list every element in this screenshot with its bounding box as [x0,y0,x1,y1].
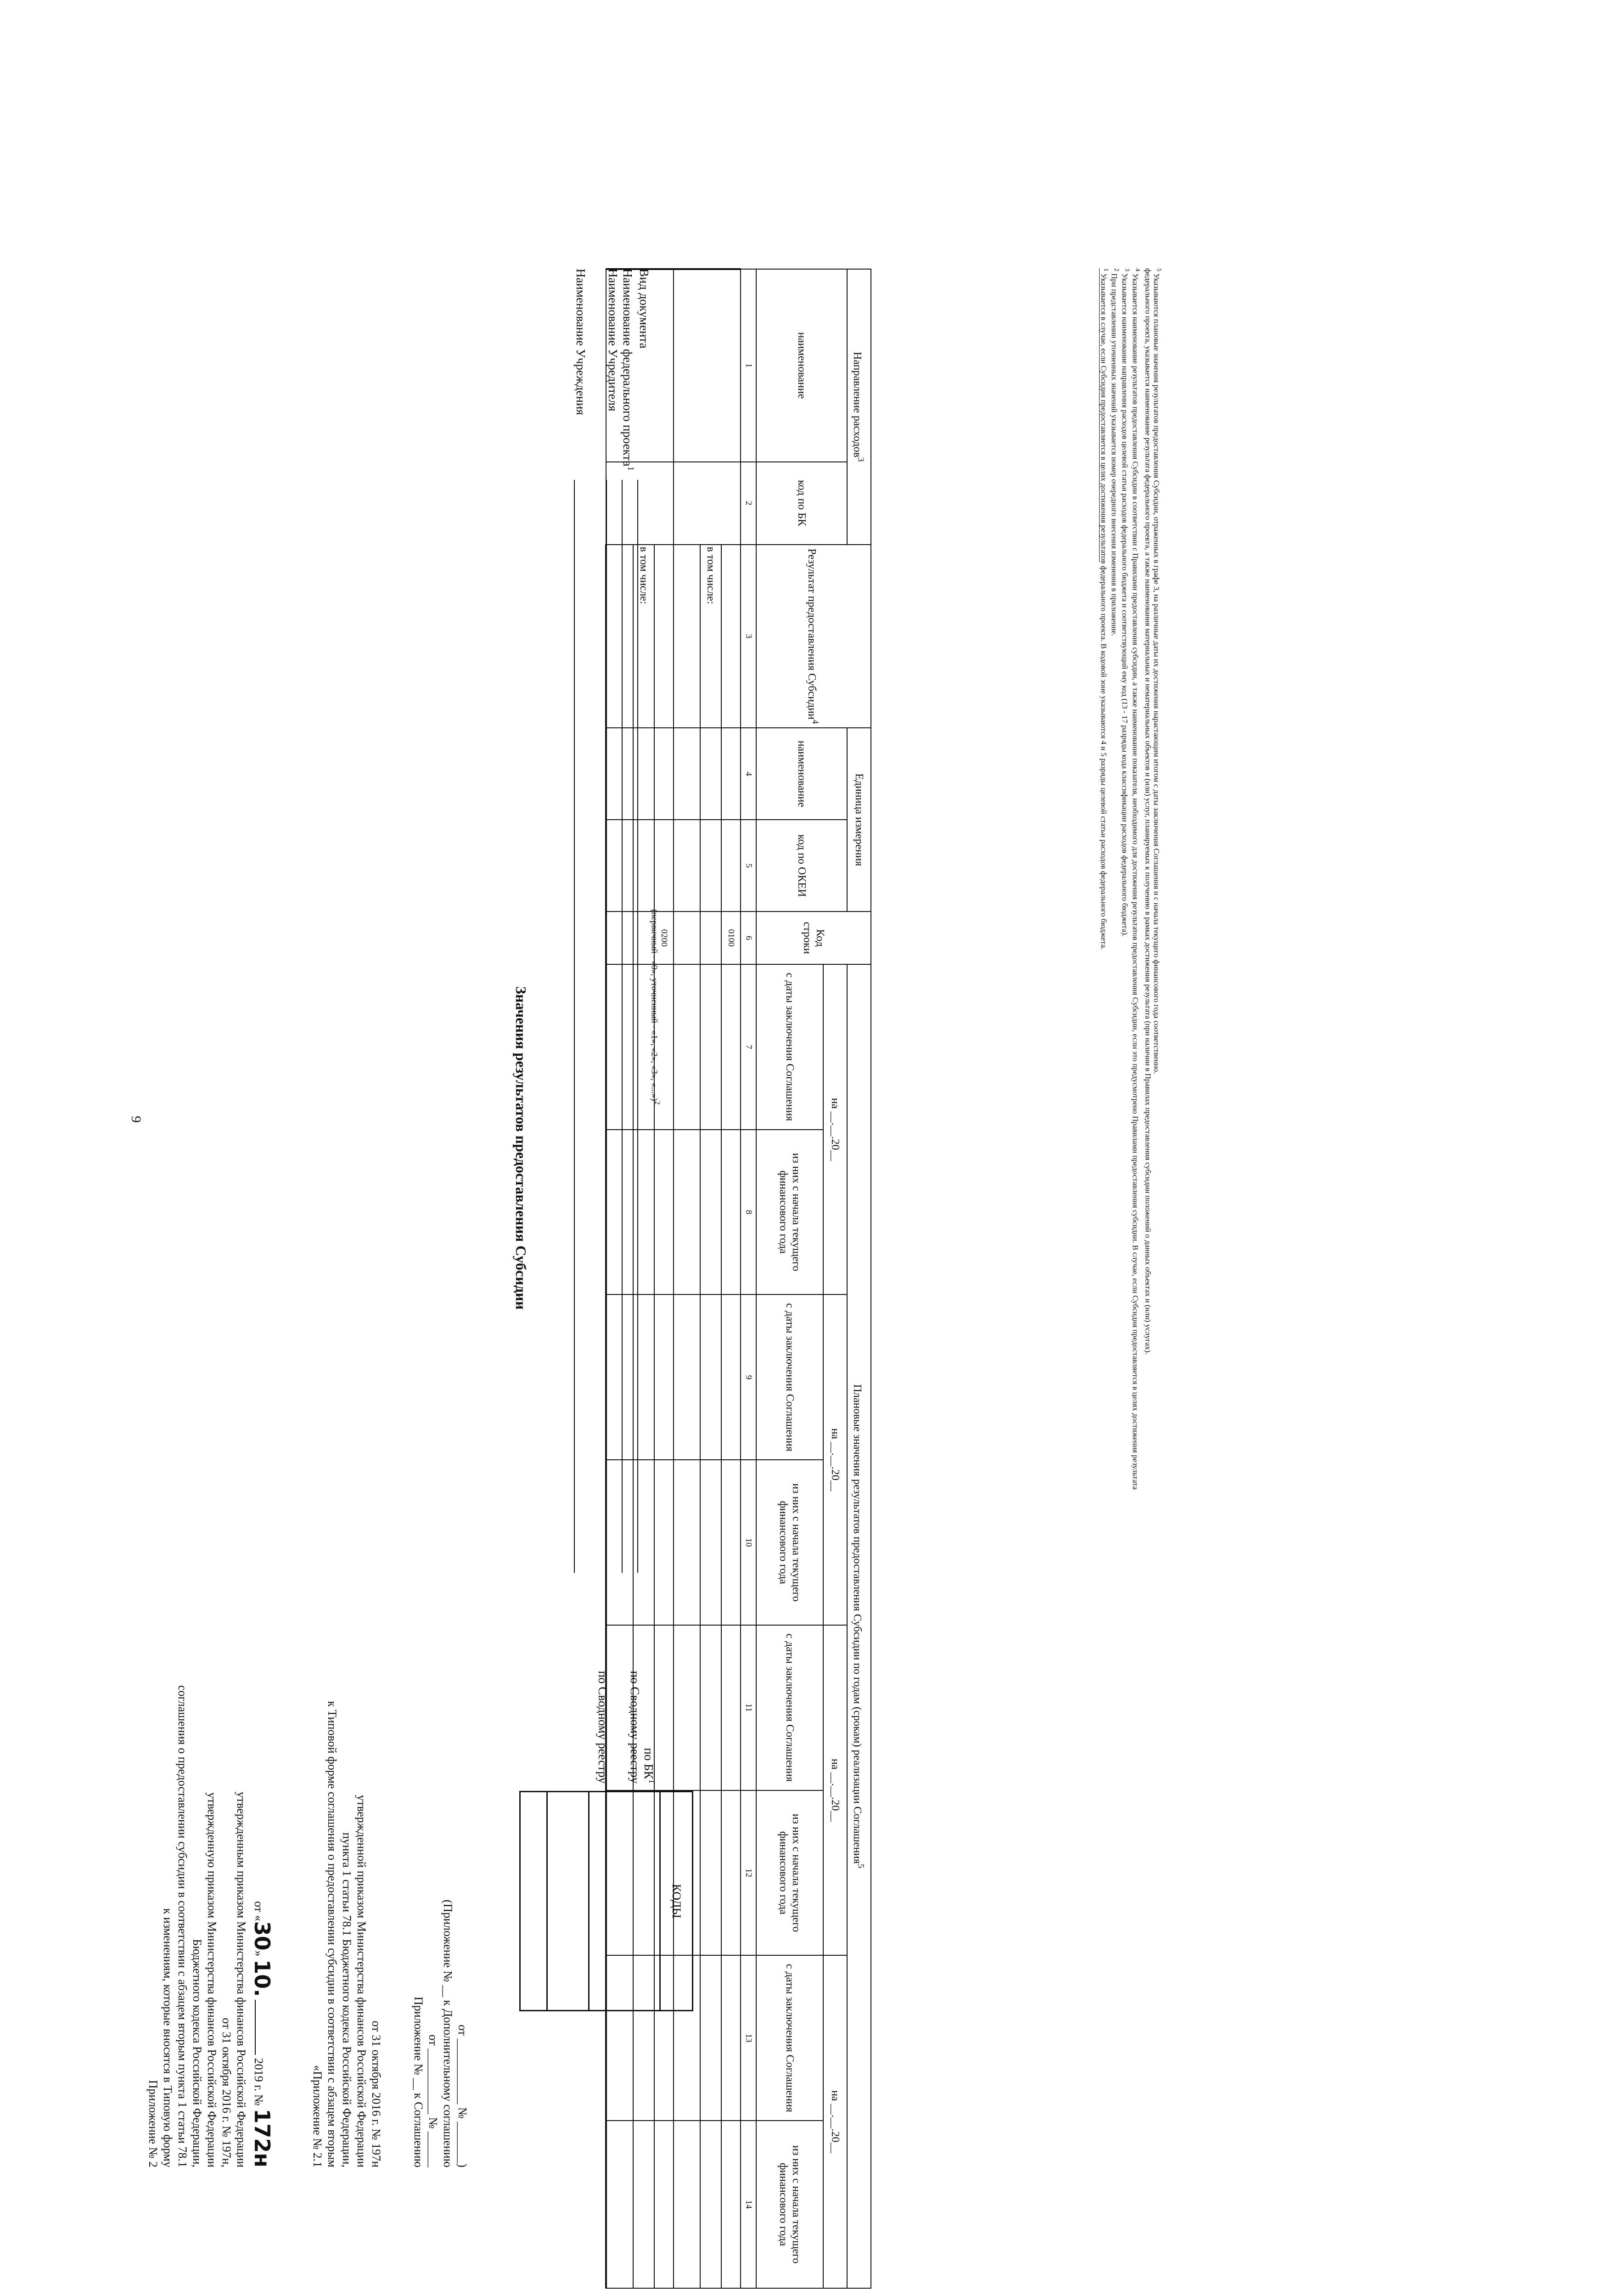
table-row [674,269,700,2288]
field-institution-label: Наименование Учреждения [574,269,588,415]
header-year-1: на __.__.20__ [823,964,847,1294]
agreement-line-1: Приложение № __ к Соглашению [412,1997,425,2167]
handwritten-month: 10. [250,1959,275,1997]
codes-label-bk: по $БК^1$ [642,1748,657,1784]
footnote-3: $^3$ Указывается наименование направления расходов целевой статьи расходов федерального бюджета и соответствующий ему код (13 - 17 разряды кода классификации расходов федерального бюджета). [1120,268,1131,937]
including-label-1: в том числе: [700,545,721,728]
header-code-bk: код по БК [756,462,847,545]
header-year-3: на __.__.20__ [823,1625,847,1955]
order-date-line: от «30» 10. 2019 г. № 172н [250,1901,275,2167]
appendix-line-5: от 31 октября 2016 г. № 197н [370,2020,383,2167]
header-from-agreement-1: с даты заключения Соглашения [756,964,823,1130]
table-row [633,269,654,2288]
table-row [654,269,674,2288]
codes-cell-registry-2 [547,1792,589,2011]
header-year-2: на __.__.20__ [823,1294,847,1625]
header-of-which-1: из них с начала текущего финансового года [756,1130,823,1295]
header-line-3: соглашения о предоставлении субсидии в соответствии с абзацем вторым пункта 1 статьи 78.1 [176,1685,189,2167]
footnote-1: $^1$ Указывается в случае, если Субсидия предоставляется в целях достижения результатов федерального проекта. В кодовой зоне указываются 4 и 5 разряды целевой статьи расходов федерального бюджета. [1099,268,1110,950]
including-label-2: в том числе: [633,545,654,728]
header-unit-name: наименование [756,728,847,820]
header-unit: Единица измерения [847,728,871,912]
agreement-line-3: (Приложение № __ к Дополнительному соглашению [441,1899,455,2167]
row-code-0100: 0100 [721,912,741,964]
handwritten-day: 30 [250,1921,275,1951]
page-title: Значения результатов предоставления Субсидии [513,986,529,1310]
column-numbers-row: 1 2 3 4 5 6 7 8 9 10 11 12 13 14 [741,269,756,2288]
header-direction: Направление расходов$^3$ [847,269,871,545]
handwritten-order-number: 172н [250,2109,275,2167]
row-code-0200: 0200 [654,912,674,964]
header-year-4: на __.__.20__ [823,1955,847,2288]
doctype-hint: (первичный - «0», уточненный - «1», «2», «3», «...»)$^2$ [649,909,661,1105]
header-line-4: Бюджетного кодекса Российской Федерации, [191,1939,204,2167]
header-from-agreement-4: с даты заключения Соглашения [756,1955,823,2121]
table-row [606,269,633,2288]
header-okei: код по ОКЕИ [756,820,847,912]
agreement-line-4: от ___________ № _______) [456,2025,469,2167]
header-result: Результат предоставления Субсидии$^4$ [756,545,871,728]
header-line-7: утвержденным приказом Министерства финансов Российской Федерации [235,1791,248,2167]
header-plan: Плановые значения результатов предоставления Субсидии по годам (срокам) реализации Соглашения$^5$ [847,964,871,2288]
header-from-agreement-3: с даты заключения Соглашения [756,1625,823,1790]
table-row [721,269,741,2288]
field-project-label: Наименование федерального проекта$^1$ [621,269,635,471]
results-table [605,268,871,2289]
codes-cell-bk [520,1792,547,2011]
appendix-line-3: пункта 1 статьи 78.1 Бюджетного кодекса Российской Федерации, [340,1832,354,2167]
appendix-line-4: утвержденной приказом Министерства финансов Российской Федерации [355,1795,368,2167]
field-institution-line [574,480,575,1573]
agreement-line-2: от ___________ № ______ [427,2034,440,2167]
table-row [700,269,721,2288]
appendix-line-1: «Приложение № 2.1 [311,2065,324,2167]
header-line-5: утвержденную приказом Министерства финансов Российской Федерации [205,1792,219,2167]
header-line-1: Приложение № 2 [146,2080,160,2167]
field-doctype-label: Вид документа [637,269,651,349]
header-line-6: от 31 октября 2016 г. № 197н, [220,2018,233,2167]
footnote-2: $^2$ При представлении уточненных значений указывается номер очередного внесения изменения в приложение. [1110,268,1120,636]
header-of-which-3: из них с начала текущего финансового года [756,1790,823,1956]
codes-label-registry-2: по Сводному реестру [628,1671,642,1784]
header-row-code: Код строки [756,912,871,964]
header-of-which-2: из них с начала текущего финансового года [756,1460,823,1625]
footnote-5: $^5$ Указываются плановые значения результатов предоставления Субсидии, отраженных в графе 3, на различные даты их достижения нарастающим итогом с даты заключения Соглашения и с начала текущего финансового года соответственно. [1152,268,1162,1074]
appendix-line-2: к Типовой форме соглашения о предоставлении субсидии в соответствии с абзацем вторым [326,1701,339,2167]
header-direction-name: наименование [756,269,847,462]
header-line-2: к изменениям, которые вносятся в Типовую форму [161,1908,174,2167]
header-of-which-4: из них с начала текущего финансового года [756,2121,823,2288]
footnote-4: $^4$ Указывается наименование результатов предоставления Субсидии в соответствии с Правилами предоставления субсидии, а также наименование показателя, необходимого для достижения результатов предоставления Субсидии, если это предусмотрено Правилами предоставления субсидии. В случае, если Субсидия предоставляется в целях достижения результата [1131,268,1141,1490]
footnote-4-cont: федерального проекта, указывается наименование результата федерального проекта, а также наименования материальных и нематериальных объектов и (или) услуг, планируемых к получению в рамках достижения результата (при наличии в Правилах предоставления субсидии положений о данных объектах и (или) услугах). [1144,268,1152,1355]
field-founder-label: Наименование Учредителя [606,269,620,411]
codes-label-registry: по Сводному реестру [596,1671,610,1784]
header-from-agreement-2: с даты заключения Соглашения [756,1294,823,1460]
codes-header: КОДЫ [660,1792,693,2011]
page-number: 9 [129,1116,144,1123]
